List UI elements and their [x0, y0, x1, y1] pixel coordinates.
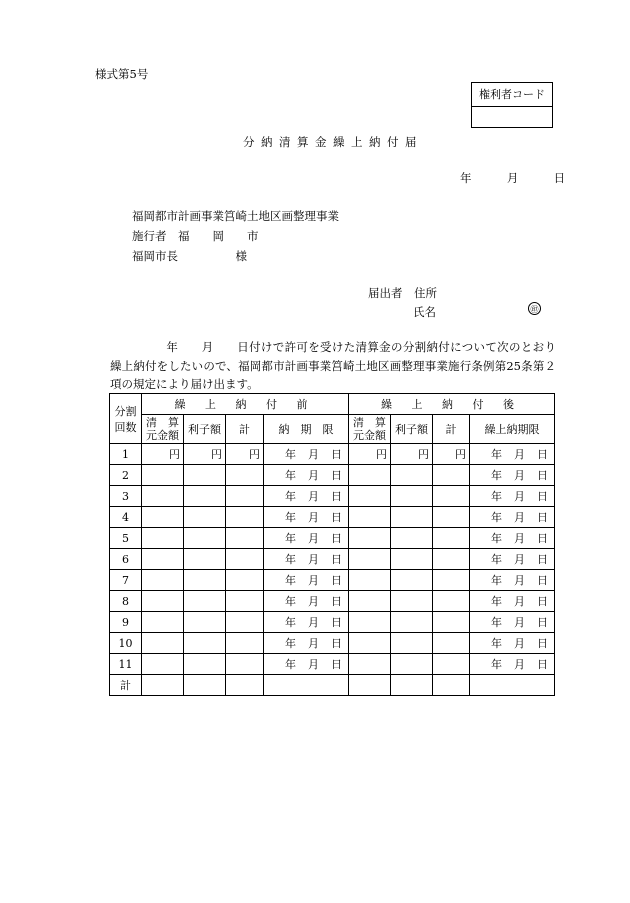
amount-cell[interactable]: [349, 465, 391, 486]
date-part: 月: [308, 511, 319, 524]
body-paragraph: [110, 338, 556, 394]
date-part: 年: [491, 490, 502, 503]
due-date-cell[interactable]: [264, 612, 349, 633]
total-cell[interactable]: [264, 675, 349, 696]
amount-cell[interactable]: [349, 570, 391, 591]
date-part: 年: [491, 595, 502, 608]
installment-number: 10: [110, 633, 142, 654]
date-part: 年: [491, 658, 502, 671]
amount-cell[interactable]: [226, 633, 264, 654]
date-part: 年: [285, 532, 296, 545]
date-part: 日: [331, 448, 342, 461]
total-cell[interactable]: [184, 675, 226, 696]
amount-cell[interactable]: [433, 465, 470, 486]
amount-cell[interactable]: [184, 507, 226, 528]
date-part: 月: [308, 469, 319, 482]
date-part: 日: [331, 574, 342, 587]
date-part: 月: [514, 574, 525, 587]
due-date-cell[interactable]: [264, 444, 349, 465]
table-row: [110, 486, 555, 507]
date-part: 年: [491, 448, 502, 461]
table-row: [110, 570, 555, 591]
amount-cell[interactable]: [349, 591, 391, 612]
amount-cell[interactable]: [184, 570, 226, 591]
amount-cell[interactable]: [142, 549, 184, 570]
date-part: 年: [491, 553, 502, 566]
amount-cell[interactable]: [142, 507, 184, 528]
date-part: 日: [537, 595, 548, 608]
date-part: 月: [514, 553, 525, 566]
due-date-cell[interactable]: [264, 570, 349, 591]
due-date-cell[interactable]: [264, 591, 349, 612]
total-cell[interactable]: [433, 675, 470, 696]
header-row-1: [110, 394, 555, 415]
date-part: 日: [331, 532, 342, 545]
date-part: 年: [491, 532, 502, 545]
amount-cell[interactable]: [391, 465, 433, 486]
prepayment-date-cell[interactable]: [470, 654, 555, 675]
amount-cell[interactable]: [184, 549, 226, 570]
amount-cell[interactable]: [226, 507, 264, 528]
after-due-date-header: 繰上納期限: [470, 415, 555, 444]
date-part: 日: [331, 595, 342, 608]
date-part: 日: [537, 490, 548, 503]
submitter-address-label: 届出者 住所: [368, 286, 437, 300]
date-part: 年: [285, 658, 296, 671]
date-part: 年: [285, 511, 296, 524]
date-month: 月: [506, 171, 519, 185]
header-row-2: [110, 415, 555, 444]
installment-number: 5: [110, 528, 142, 549]
amount-cell[interactable]: [349, 486, 391, 507]
body-text: 年 月 日付けで許可を受けた清算金の分割納付について次のとおり繰上納付をしたいので、福岡都市計画事業筥崎土地区画整理事業施行条例第25条第２項の規定により届け出ます。: [110, 340, 556, 391]
amount-cell[interactable]: [433, 591, 470, 612]
date-part: 月: [514, 595, 525, 608]
after-interest-header: 利子額: [391, 415, 433, 444]
date-part: 月: [308, 595, 319, 608]
amount-cell[interactable]: [184, 528, 226, 549]
date-part: 日: [537, 553, 548, 566]
amount-cell[interactable]: [142, 465, 184, 486]
before-due-date-header: 納 期 限: [264, 415, 349, 444]
installment-number: 6: [110, 549, 142, 570]
date-day: 日: [553, 171, 566, 185]
date-part: 月: [308, 637, 319, 650]
date-part: 日: [537, 616, 548, 629]
amount-cell[interactable]: [349, 528, 391, 549]
amount-cell[interactable]: [391, 528, 433, 549]
date-part: 月: [514, 616, 525, 629]
amount-cell[interactable]: 円: [142, 444, 184, 465]
amount-cell[interactable]: [391, 549, 433, 570]
installment-number: 7: [110, 570, 142, 591]
before-interest-header: 利子額: [184, 415, 226, 444]
prepayment-date-cell[interactable]: [470, 465, 555, 486]
prepayment-date-cell[interactable]: [470, 528, 555, 549]
due-date-cell[interactable]: [264, 486, 349, 507]
date-part: 年: [285, 595, 296, 608]
date-part: 月: [308, 658, 319, 671]
prepayment-date-cell[interactable]: [470, 591, 555, 612]
date-part: 日: [331, 637, 342, 650]
amount-cell[interactable]: [226, 465, 264, 486]
date-part: 年: [285, 490, 296, 503]
prepayment-date-cell[interactable]: [470, 507, 555, 528]
amount-cell[interactable]: [226, 486, 264, 507]
total-row: [110, 675, 555, 696]
date-part: 日: [537, 532, 548, 545]
amount-cell[interactable]: [226, 528, 264, 549]
amount-cell[interactable]: 円: [184, 444, 226, 465]
date-part: 月: [308, 574, 319, 587]
amount-cell[interactable]: 円: [349, 444, 391, 465]
date-part: 日: [331, 490, 342, 503]
installment-number: 3: [110, 486, 142, 507]
date-part: 月: [308, 553, 319, 566]
due-date-cell[interactable]: [264, 549, 349, 570]
date-part: 年: [285, 637, 296, 650]
table-row: [110, 465, 555, 486]
date-part: 日: [537, 511, 548, 524]
date-part: 月: [308, 532, 319, 545]
seal-icon: ㊞: [528, 302, 541, 315]
amount-cell[interactable]: [391, 507, 433, 528]
amount-cell[interactable]: [433, 507, 470, 528]
total-cell[interactable]: [349, 675, 391, 696]
amount-cell[interactable]: [433, 486, 470, 507]
date-part: 日: [537, 448, 548, 461]
amount-cell[interactable]: [226, 591, 264, 612]
date-part: 月: [514, 448, 525, 461]
amount-cell[interactable]: [142, 654, 184, 675]
amount-cell[interactable]: [433, 612, 470, 633]
amount-cell[interactable]: [433, 654, 470, 675]
installment-count-header: 分割回数: [110, 394, 142, 444]
amount-cell[interactable]: [349, 612, 391, 633]
amount-cell[interactable]: [184, 465, 226, 486]
table-row: [110, 591, 555, 612]
addressee-executor: 施行者 福 岡 市: [132, 229, 259, 243]
before-subtotal-header: 計: [226, 415, 264, 444]
rights-holder-code-label: 権利者コード: [472, 83, 552, 107]
amount-cell[interactable]: [142, 486, 184, 507]
amount-cell[interactable]: [391, 486, 433, 507]
total-cell[interactable]: [226, 675, 264, 696]
total-cell[interactable]: [391, 675, 433, 696]
amount-cell[interactable]: 円: [433, 444, 470, 465]
amount-cell[interactable]: [142, 570, 184, 591]
amount-cell[interactable]: [142, 528, 184, 549]
date-part: 月: [308, 616, 319, 629]
table-row: [110, 654, 555, 675]
before-principal-header: 清 算 元金額: [142, 415, 184, 444]
addressee-project: 福岡都市計画事業筥崎土地区画整理事業: [132, 209, 339, 223]
installment-number: 2: [110, 465, 142, 486]
amount-cell[interactable]: 円: [391, 444, 433, 465]
installment-number: 8: [110, 591, 142, 612]
amount-cell[interactable]: [184, 654, 226, 675]
date-part: 日: [537, 637, 548, 650]
date-part: 年: [285, 469, 296, 482]
date-part: 日: [537, 658, 548, 671]
date-part: 日: [331, 658, 342, 671]
prepayment-date-cell[interactable]: [470, 486, 555, 507]
prepayment-date-cell[interactable]: [470, 570, 555, 591]
installment-number: 9: [110, 612, 142, 633]
amount-cell[interactable]: [226, 612, 264, 633]
installment-number: 11: [110, 654, 142, 675]
date-part: 年: [491, 637, 502, 650]
installment-table: [109, 393, 555, 696]
amount-cell[interactable]: [142, 591, 184, 612]
installment-number: 4: [110, 507, 142, 528]
date-part: 年: [491, 469, 502, 482]
amount-cell[interactable]: [184, 612, 226, 633]
date-part: 月: [514, 658, 525, 671]
date-part: 月: [308, 448, 319, 461]
date-part: 年: [285, 448, 296, 461]
due-date-cell[interactable]: [264, 654, 349, 675]
after-principal-header: 清 算 元金額: [349, 415, 391, 444]
rights-holder-code-field[interactable]: [472, 107, 552, 129]
due-date-cell[interactable]: [264, 507, 349, 528]
date-part: 月: [514, 490, 525, 503]
amount-cell[interactable]: [142, 633, 184, 654]
date-part: 月: [514, 511, 525, 524]
prepayment-date-cell[interactable]: [470, 633, 555, 654]
amount-cell[interactable]: [349, 633, 391, 654]
installment-number: 1: [110, 444, 142, 465]
amount-cell[interactable]: [391, 633, 433, 654]
total-cell[interactable]: [470, 675, 555, 696]
total-label: 計: [110, 675, 142, 696]
after-subtotal-header: 計: [433, 415, 470, 444]
amount-cell[interactable]: [433, 549, 470, 570]
date-part: 年: [491, 574, 502, 587]
due-date-cell[interactable]: [264, 465, 349, 486]
amount-cell[interactable]: [391, 591, 433, 612]
submitter-name-label: 氏名: [413, 305, 436, 319]
table-row: [110, 549, 555, 570]
table-row: [110, 507, 555, 528]
date-part: 月: [514, 637, 525, 650]
date-part: 月: [308, 490, 319, 503]
date-part: 日: [331, 469, 342, 482]
rights-holder-code-box: [471, 82, 553, 128]
amount-cell[interactable]: [433, 570, 470, 591]
date-part: 月: [514, 532, 525, 545]
amount-cell[interactable]: [391, 570, 433, 591]
date-part: 年: [285, 616, 296, 629]
amount-cell[interactable]: [433, 633, 470, 654]
table-row: [110, 633, 555, 654]
amount-cell[interactable]: [142, 612, 184, 633]
date-part: 日: [331, 616, 342, 629]
date-year: 年: [460, 171, 472, 185]
form-number: 様式第5号: [95, 67, 149, 81]
prepayment-date-cell[interactable]: [470, 444, 555, 465]
total-cell[interactable]: [142, 675, 184, 696]
prepayment-date-cell[interactable]: [470, 612, 555, 633]
date-part: 年: [491, 616, 502, 629]
amount-cell[interactable]: 円: [226, 444, 264, 465]
before-prepayment-header: 繰 上 納 付 前: [142, 394, 349, 415]
amount-cell[interactable]: [349, 654, 391, 675]
table-row: [110, 528, 555, 549]
date-part: 年: [285, 553, 296, 566]
due-date-cell[interactable]: [264, 633, 349, 654]
date-part: 月: [514, 469, 525, 482]
amount-cell[interactable]: [184, 486, 226, 507]
date-part: 日: [537, 574, 548, 587]
date-part: 日: [537, 469, 548, 482]
amount-cell[interactable]: [391, 612, 433, 633]
due-date-cell[interactable]: [264, 528, 349, 549]
document-title: 分納清算金繰上納付届: [243, 135, 423, 149]
amount-cell[interactable]: [349, 507, 391, 528]
after-prepayment-header: 繰 上 納 付 後: [349, 394, 555, 415]
addressee-mayor: 福岡市長 様: [132, 249, 247, 263]
amount-cell[interactable]: [226, 654, 264, 675]
date-line: [460, 170, 565, 186]
date-part: 日: [331, 553, 342, 566]
table-row: [110, 444, 555, 465]
date-part: 年: [491, 511, 502, 524]
amount-cell[interactable]: [226, 549, 264, 570]
amount-cell[interactable]: [349, 549, 391, 570]
amount-cell[interactable]: [184, 591, 226, 612]
amount-cell[interactable]: [433, 528, 470, 549]
date-part: 日: [331, 511, 342, 524]
amount-cell[interactable]: [391, 654, 433, 675]
prepayment-date-cell[interactable]: [470, 549, 555, 570]
date-part: 年: [285, 574, 296, 587]
amount-cell[interactable]: [184, 633, 226, 654]
table-row: [110, 612, 555, 633]
amount-cell[interactable]: [226, 570, 264, 591]
